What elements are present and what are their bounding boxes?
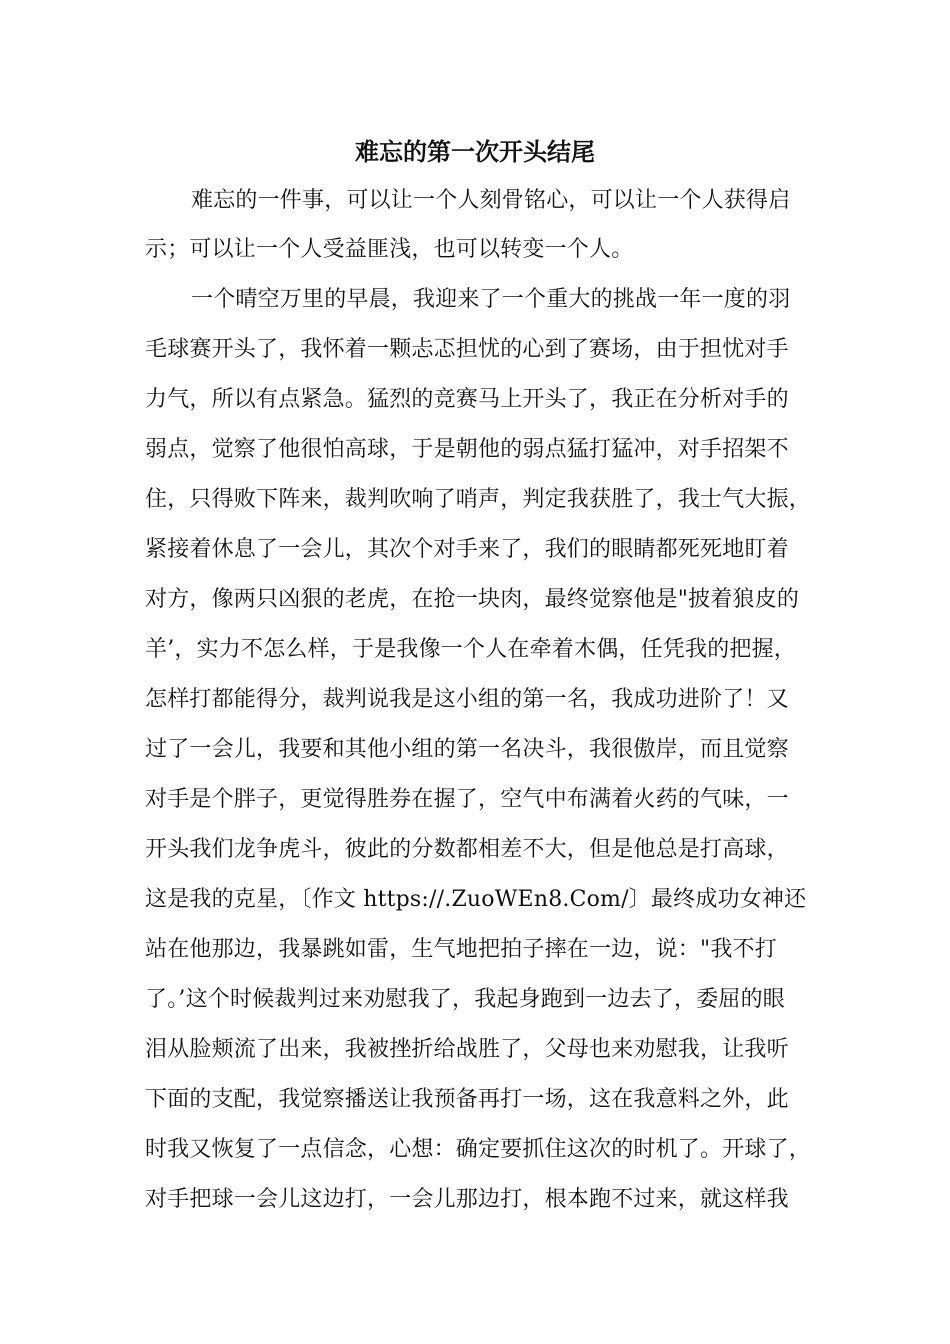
- paragraph-line: 弱点，觉察了他很怕高球，于是朝他的弱点猛打猛冲，对手招架不: [145, 437, 789, 462]
- paragraph-line: 开头我们龙争虎斗，彼此的分数都相差不大，但是他总是打高球，: [145, 837, 789, 862]
- paragraph-line: 过了一会儿，我要和其他小组的第一名决斗，我很傲岸，而且觉察: [145, 737, 789, 762]
- paragraph-line: 泪从脸颊流了出来，我被挫折给战胜了，父母也来劝慰我，让我听: [145, 1037, 789, 1062]
- paragraph-line: 毛球赛开头了，我怀着一颗忐忑担忧的心到了赛场，由于担忧对手: [145, 337, 789, 362]
- paragraph-line: 一个晴空万里的早晨，我迎来了一个重大的挑战一年一度的羽: [191, 287, 791, 312]
- paragraph-line: 对手是个胖子，更觉得胜券在握了，空气中布满着火药的气味，一: [145, 787, 789, 812]
- paragraph-line: 了。’这个时候裁判过来劝慰我了，我起身跑到一边去了，委屈的眼: [145, 987, 785, 1012]
- document-title: 难忘的第一次开头结尾: [355, 138, 595, 166]
- paragraph-line: 下面的支配，我觉察播送让我预备再打一场，这在我意料之外，此: [145, 1087, 789, 1112]
- paragraph-line: 站在他那边，我暴跳如雷，生气地把拍子摔在一边，说："我不打: [145, 937, 777, 962]
- paragraph-line: 住，只得败下阵来，裁判吹响了哨声，判定我获胜了，我士气大振，: [145, 487, 812, 512]
- paragraph-line: 紧接着休息了一会儿，其次个对手来了，我们的眼睛都死死地盯着: [145, 537, 789, 562]
- paragraph-line: 对手把球一会儿这边打，一会儿那边打，根本跑不过来，就这样我: [145, 1187, 789, 1212]
- paragraph-line: 对方，像两只凶狠的老虎，在抢一块肉，最终觉察他是"披着狼皮的: [145, 587, 800, 612]
- paragraph-line: 力气，所以有点紧急。猛烈的竞赛马上开头了，我正在分析对手的: [145, 387, 789, 412]
- paragraph-line: 羊’，实力不怎么样，于是我像一个人在牵着木偶，任凭我的把握，: [145, 637, 796, 662]
- paragraph-line: 示；可以让一个人受益匪浅，也可以转变一个人。: [145, 237, 634, 262]
- paragraph-line: 这是我的克星，〔作文 https://.ZuoWEn8.Com/〕最终成功女神还: [145, 887, 807, 912]
- paragraph-line: 时我又恢复了一点信念，心想：确定要抓住这次的时机了。开球了，: [145, 1137, 812, 1162]
- paragraph-line: 怎样打都能得分，裁判说我是这小组的第一名，我成功进阶了！又: [145, 687, 789, 712]
- paragraph-line: 难忘的一件事，可以让一个人刻骨铭心，可以让一个人获得启: [191, 188, 791, 213]
